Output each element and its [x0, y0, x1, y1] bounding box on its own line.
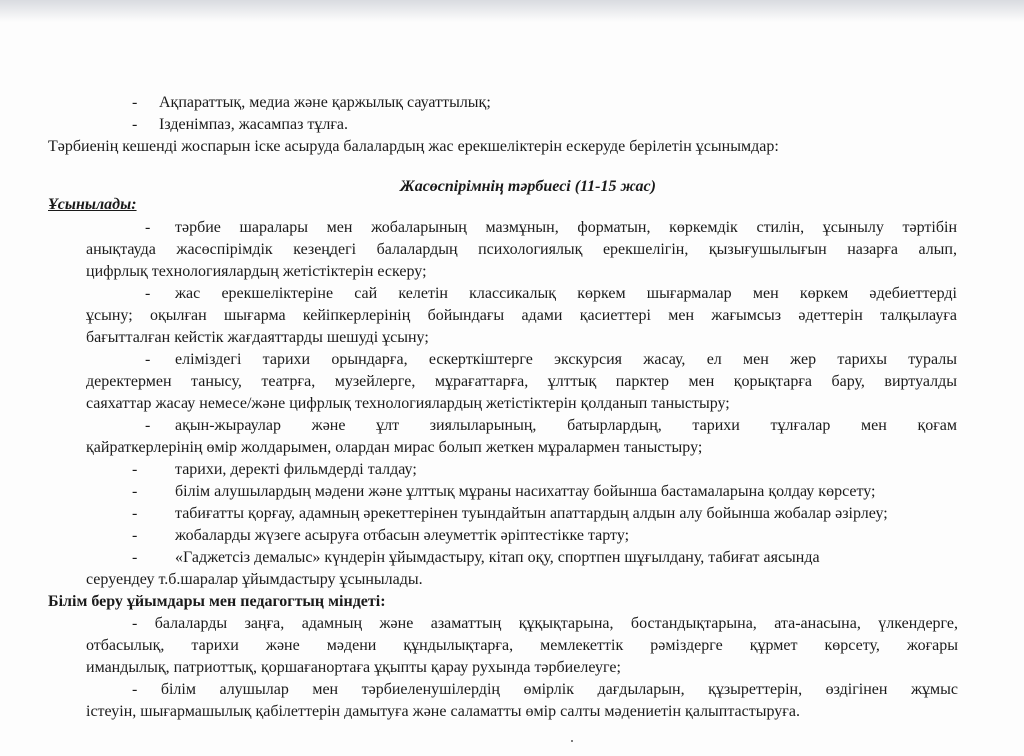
paragraph-line: қайраткерлерінің өмір жолдарымен, олардан мирас болып жеткен мұралармен таныстыру;	[86, 439, 703, 456]
paragraph-line: ақын-жыраулар және ұлт зиялыларының, батырлардың, тарихи тұлғалар мен қоғам	[175, 417, 957, 434]
bullet-dash: -	[145, 285, 151, 302]
duty-line: - білім алушылар мен тәрбиеленушілердің өмірлік дағдыларын, құзыреттерін, өздігінен жұмыс	[132, 681, 958, 698]
paragraph-line: «Гаджетсіз демалыс» күндерін ұйымдастыру, кітап оқу, спортпен шұғылдану, табиғат аясында	[175, 549, 820, 566]
duty-line: имандылық, патриоттық, қоршағанортаға ұқыпты қарау рухында тәрбиелеуге;	[86, 659, 621, 676]
paragraph-line: жобаларды жүзеге асыруға отбасын әлеуметтік әріптестікке тарту;	[175, 527, 630, 544]
duty-heading: Білім беру ұйымдары мен педагогтың міндеті:	[48, 593, 386, 610]
intro-text: Тәрбиенің кешенді жоспарын іске асыруда балалардың жас ерекшеліктерін ескеруде берілетін ұсынымдар:	[48, 138, 779, 155]
paragraph-line: деректермен танысу, театрға, музейлерге, мұрағаттарға, ұлттық парктер мен қорықтарға бару, виртуалды	[86, 373, 957, 390]
paragraph-line: анықтауда жасөспірімдік кезеңдегі балалардың психологиялық ерекшелігін, қызығушылығын назарға алып,	[86, 241, 957, 258]
duty-line: істеуін, шығармашылық қабілеттерін дамытуға және саламатты өмір салты мәдениетін қалыптастыруға.	[86, 703, 800, 720]
paragraph-line: цифрлық технологиялардың жетістіктерін ескеру;	[86, 263, 427, 280]
paragraph-line: еліміздегі тарихи орындарға, ескерткіштерге экскурсия жасау, ел мен жер тарихы туралы	[175, 351, 957, 368]
section-title: Жасөспірімнің тәрбиесі (11-15 жас)	[400, 178, 656, 195]
paragraph-line: бағытталған кейстік жағдаяттарды шешуді ұсыну;	[86, 329, 429, 346]
bullet-dash: -	[132, 549, 138, 566]
paragraph-line: тарихи, деректі фильмдерді талдау;	[175, 461, 417, 478]
bullet-dash: -	[145, 351, 151, 368]
scan-speck	[571, 740, 573, 742]
bullet-dash: -	[132, 527, 138, 544]
paragraph-line: табиғатты қорғау, адамның әрекеттерінен туындайтын апаттардың алдын алу бойынша жобалар әзірлеу;	[175, 505, 888, 522]
duty-line: отбасылық, тарихи және мәдени құндылықтарға, мемлекеттік рәміздерге құрмет көрсету, жоғары	[86, 637, 958, 654]
top-bullet-2: Ізденімпаз, жасампаз тұлға.	[159, 116, 349, 133]
paragraph-line: саяхаттар жасау немесе/және цифрлық технологиялардың жетістіктерін қолданып таныстыру;	[86, 395, 730, 412]
bullet-dash: -	[132, 483, 138, 500]
bullet-dash: -	[132, 461, 138, 478]
paragraph-line: серуендеу т.б.шаралар ұйымдастыру ұсынылады.	[86, 571, 423, 588]
bullet-dash: -	[132, 505, 138, 522]
bullet-dash: -	[145, 417, 151, 434]
bullet-dash: -	[132, 94, 138, 111]
bullet-dash: -	[132, 116, 138, 133]
paragraph-line: білім алушылардың мәдени және ұлттық мұраны насихаттау бойынша бастамаларына қолдау көрсету;	[175, 483, 876, 500]
top-bullet-1: Ақпараттық, медиа және қаржылық сауаттылық;	[159, 94, 491, 111]
paragraph-line: ұсыну; оқылған шығарма кейіпкерлерінің бойындағы адами қасиеттері мен жағымсыз әдеттерін талқылауға	[86, 307, 957, 324]
paragraph-line: жас ерекшеліктеріне сай келетін классикалық көркем шығармалар мен көркем әдебиеттерді	[175, 285, 957, 302]
duty-line: - балаларды заңға, адамның және азаматтың құқықтарына, бостандықтарына, ата-анасына, үлкендерге,	[132, 615, 958, 632]
paragraph-line: тәрбие шаралары мен жобаларының мазмұнын, форматын, көркемдік стилін, ұсынылу тәртібін	[175, 219, 957, 236]
recommended-heading: Ұсынылады:	[48, 196, 137, 213]
bullet-dash: -	[145, 219, 151, 236]
